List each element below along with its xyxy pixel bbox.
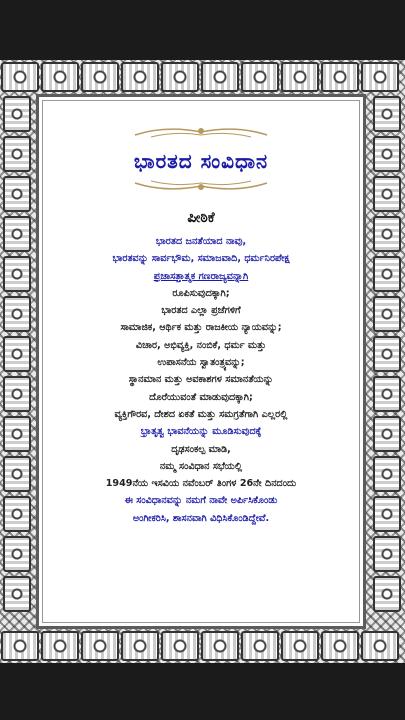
- preamble-line: ಅಂಗೀಕರಿಸಿ, ಶಾಸನವಾಗಿ ವಿಧಿಸಿಕೊಂಡಿದ್ದೇವೆ.: [132, 512, 270, 524]
- preamble-line: ಭಾರತವನ್ನು ಸಾರ್ವಭೌಮ, ಸಮಾಜವಾದಿ, ಧರ್ಮನಿರಪೇಕ್ಷ: [112, 253, 290, 265]
- bottom-black-bar: [0, 663, 405, 720]
- document-title: ಭಾರತದ ಸಂವಿಧಾನ: [133, 149, 269, 173]
- preamble-line: ದೃಢಸಂಕಲ್ಪ ಮಾಡಿ,: [171, 443, 231, 455]
- preamble-line: ನಮ್ಮ ಸಂವಿಧಾನ ಸಭೆಯಲ್ಲಿ: [159, 460, 243, 472]
- preamble-line: ಭ್ರಾತೃತ್ವ ಭಾವನೆಯನ್ನು ಮೂಡಿಸುವುದಕ್ಕೆ: [140, 426, 262, 438]
- preamble-line: ವಿಚಾರ, ಅಭಿವ್ಯಕ್ತಿ, ನಂಬಿಕೆ, ಧರ್ಮ ಮತ್ತು: [135, 339, 267, 351]
- preamble-line: ದೊರೆಯುವಂತೆ ಮಾಡುವುದಕ್ಕಾಗಿ;: [149, 391, 253, 403]
- top-black-bar: [0, 0, 405, 60]
- preamble-line: ಸಾಮಾಜಿಕ, ಆರ್ಥಿಕ ಮತ್ತು ರಾಜಕೀಯ ನ್ಯಾಯವನ್ನು;: [120, 322, 282, 334]
- preamble-line: ಈ ಸಂವಿಧಾನವನ್ನು ನಮಗೆ ನಾವೇ ಅರ್ಪಿಸಿಕೊಂಡು: [124, 495, 278, 507]
- ornament-top-icon: [131, 123, 271, 141]
- preamble-line: ಭಾರತದ ಜನತೆಯಾದ ನಾವು,: [155, 236, 247, 247]
- preamble-heading: ಪೀಠಿಕೆ: [187, 210, 215, 226]
- preamble-line: 1949ನೆಯ ಇಸವಿಯ ನವೆಂಬರ್ ತಿಂಗಳ 26ನೇ ದಿನದಂದು: [105, 478, 297, 490]
- preamble-line: ಭಾರತದ ಎಲ್ಲಾ ಪ್ರಜೆಗಳಿಗೆ: [161, 305, 241, 317]
- preamble-body: [39, 233, 363, 527]
- preamble-line: ಉಪಾಸನೆಯ ಸ್ವಾತಂತ್ರ್ಯವನ್ನು;: [157, 357, 245, 369]
- right-border-tiles: [372, 94, 402, 629]
- preamble-line: ಪ್ರಜಾಸತ್ತಾತ್ಮಕ ಗಣರಾಜ್ಯವನ್ನಾಗಿ: [153, 270, 249, 282]
- preamble-line: ಸ್ಥಾನಮಾನ ಮತ್ತು ಅವಕಾಶಗಳ ಸಮಾನತೆಯನ್ನು: [128, 374, 274, 386]
- left-border-tiles: [2, 94, 32, 629]
- preamble-line: ವ್ಯಕ್ತಿಗೌರವ, ದೇಶದ ಏಕತೆ ಮತ್ತು ಸಮಗ್ರತೆಗಾಗಿ ಎಲ್ಲರಲ್ಲಿ: [114, 408, 288, 420]
- preamble-line: ರೂಪಿಸುವುದಕ್ಕಾಗಿ;: [172, 287, 230, 299]
- document-panel: [36, 94, 366, 629]
- bottom-border-tiles: [0, 629, 405, 663]
- ornament-bottom-icon: [131, 177, 271, 195]
- top-border-tiles: [0, 60, 405, 94]
